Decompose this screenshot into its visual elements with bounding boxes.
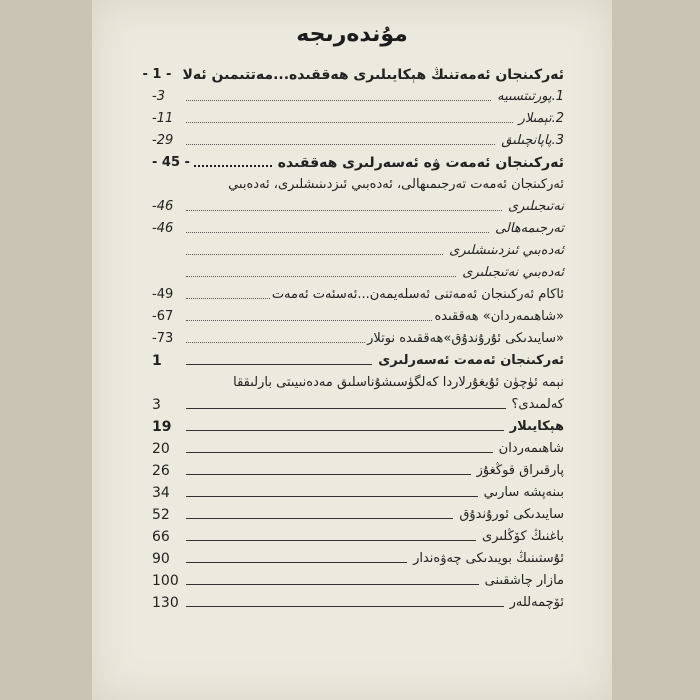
toc-entry-page: 26 bbox=[152, 463, 170, 479]
toc-entry-page: -67 bbox=[152, 309, 174, 324]
toc-entry-page: -73 bbox=[152, 331, 174, 346]
toc-entry-title: ھېكايىلار bbox=[506, 418, 564, 436]
toc-entry-title: باغنىڭ كۆڭلىرى bbox=[478, 528, 564, 546]
toc-entry-title: پارقىراق قوڭغۇز bbox=[473, 462, 564, 480]
toc-entry-title: «شاھىمەردان» ھەققىدە bbox=[434, 309, 564, 324]
toc-entry bbox=[152, 524, 564, 546]
toc-entry bbox=[152, 546, 564, 568]
leader-dots bbox=[186, 297, 270, 299]
toc-entry-page: 130 bbox=[152, 595, 179, 611]
toc-entry-page: - 1 - bbox=[142, 67, 172, 82]
toc-entry bbox=[152, 590, 564, 612]
toc-entry-title: ئەركىنجان ئەمەت ئەسەرلىرى bbox=[374, 352, 564, 370]
leader-line bbox=[186, 517, 453, 519]
toc-entry-title: ئۆچمەللەر bbox=[506, 594, 564, 612]
toc-entry-title: ئەركىنجان ئەمەت تەرجىمىھالى، ئەدەبىي ئىزدىنىشلىرى، ئەدەبىي bbox=[228, 177, 564, 192]
leader-line bbox=[186, 605, 504, 607]
book-page bbox=[92, 0, 612, 700]
toc-entry bbox=[152, 326, 564, 348]
leader-line bbox=[186, 429, 504, 431]
toc-entry-title: نېمە ئۈچۈن ئۇيغۇرلاردا كەلگۈسىشۇناسلىق مەدەنىيىتى بارلىققا bbox=[233, 375, 564, 390]
toc-entry-page: - 45 - bbox=[152, 155, 190, 170]
leader-line bbox=[186, 363, 372, 365]
toc-entry-title: 1.پورتىتسىيە bbox=[493, 88, 564, 106]
toc-entry-title: شاھىمەردان bbox=[495, 440, 564, 458]
toc-entry-title: 3.پاپانچىلىق bbox=[497, 132, 564, 150]
toc-entry bbox=[152, 84, 564, 106]
page-title: مۇندەرىجە bbox=[296, 22, 408, 47]
toc-entry-title: سايىدىكى ئورۇندۇق bbox=[455, 506, 564, 524]
toc-entry bbox=[152, 194, 564, 216]
toc-entry bbox=[152, 568, 564, 590]
leader-dots bbox=[194, 164, 272, 167]
toc-entry-title: ئەدەبىي ئىزدىنىشلىرى bbox=[445, 242, 564, 260]
toc-entry bbox=[152, 414, 564, 436]
toc-entry bbox=[152, 436, 564, 458]
toc-entry bbox=[152, 304, 564, 326]
leader-dots bbox=[186, 231, 489, 233]
leader-dots bbox=[186, 209, 502, 211]
leader-dots bbox=[186, 253, 443, 255]
toc-entry-title: ئۇستىنىڭ بويىدىكى چەۋەندار bbox=[409, 550, 564, 568]
toc-entry bbox=[152, 150, 564, 172]
leader-line bbox=[186, 451, 493, 453]
leader-dots bbox=[186, 121, 513, 123]
toc-entry bbox=[152, 238, 564, 260]
toc-entry-page: 20 bbox=[152, 441, 170, 457]
toc-entry-page: -46 bbox=[152, 199, 174, 214]
toc-entry-page: 66 bbox=[152, 529, 170, 545]
toc-entry bbox=[152, 370, 564, 392]
toc-entry-title: كەلمىدى؟ bbox=[508, 396, 564, 414]
toc-entry bbox=[152, 480, 564, 502]
leader-dots bbox=[186, 341, 365, 343]
toc-entry bbox=[152, 106, 564, 128]
toc-entry-page: 1 bbox=[152, 353, 162, 369]
toc-entry-title: 2.تېمىلار bbox=[515, 110, 564, 128]
toc-entry-page: -3 bbox=[152, 89, 165, 104]
leader-line bbox=[186, 539, 476, 541]
leader-line bbox=[186, 473, 471, 475]
toc-entry bbox=[152, 172, 564, 194]
toc-entry bbox=[152, 216, 564, 238]
toc-entry bbox=[152, 348, 564, 370]
leader-line bbox=[186, 561, 407, 563]
toc-entry-title: تەرجىمەھالى bbox=[491, 220, 564, 238]
table-of-contents bbox=[142, 62, 564, 612]
toc-entry-page: 52 bbox=[152, 507, 170, 523]
toc-entry-title: مازار چاشقىنى bbox=[481, 572, 564, 590]
toc-entry-title: ئەدەبىي نەتىجىلىرى bbox=[458, 264, 564, 282]
toc-entry-page: 3 bbox=[152, 397, 161, 413]
toc-entry-page: 90 bbox=[152, 551, 170, 567]
toc-entry-page: 100 bbox=[152, 573, 179, 589]
toc-entry-title: ئاكام ئەركىنجان ئەمەتنى ئەسلەيمەن...ئەسئەت ئەمەت bbox=[271, 287, 564, 302]
toc-entry bbox=[152, 458, 564, 480]
toc-entry-title: ئەركىنجان ئەمەتنىڭ ھېكايىلىرى ھەققىدە...مەتتىمىن ئەلا bbox=[179, 66, 565, 84]
toc-entry bbox=[152, 128, 564, 150]
leader-line bbox=[186, 583, 479, 585]
toc-entry-page: 19 bbox=[152, 419, 172, 435]
toc-entry bbox=[152, 502, 564, 524]
toc-entry-title: ئەركىنجان ئەمەت ۋە ئەسەرلىرى ھەققىدە bbox=[274, 154, 564, 172]
toc-entry-title: بىنەپشە سارىي bbox=[480, 484, 564, 502]
leader-line bbox=[186, 495, 478, 497]
toc-entry bbox=[152, 392, 564, 414]
leader-dots bbox=[186, 275, 456, 277]
toc-entry bbox=[152, 260, 564, 282]
toc-entry bbox=[152, 282, 564, 304]
leader-line bbox=[186, 407, 506, 409]
toc-entry-page: -49 bbox=[152, 287, 174, 302]
leader-dots bbox=[186, 143, 495, 145]
toc-entry-page: -29 bbox=[152, 133, 174, 148]
toc-entry bbox=[142, 62, 564, 84]
leader-dots bbox=[186, 99, 491, 101]
toc-entry-page: 34 bbox=[152, 485, 170, 501]
toc-entry-page: -11 bbox=[152, 111, 174, 126]
toc-entry-title: نەتىجىلىرى bbox=[504, 198, 564, 216]
toc-entry-title: «سايىدىكى ئۇرۇندۇق»ھەققىدە نوتلار bbox=[367, 331, 564, 346]
leader-dots bbox=[186, 319, 432, 321]
toc-entry-page: -46 bbox=[152, 221, 174, 236]
